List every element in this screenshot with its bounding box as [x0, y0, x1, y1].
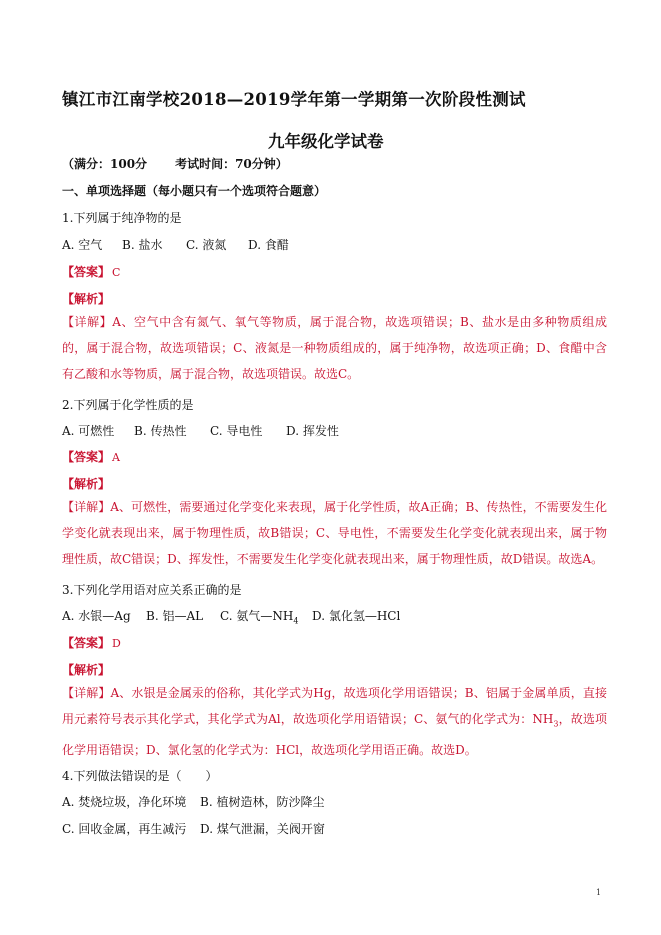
page-number: 1 [596, 888, 602, 897]
answer-1: 【答案】 C [62, 265, 121, 279]
option-c: C. 液氮 [186, 238, 227, 252]
question-1-options [62, 236, 289, 253]
answer-value: C [112, 266, 121, 279]
question-3-options [62, 607, 400, 625]
exam-title: 镇江市江南学校2018—2019学年第一学期第一次阶段性测试 [62, 90, 526, 109]
question-3-stem: 3.下列化学用语对应关系正确的是 [62, 583, 242, 597]
detail-3: 【详解】A、水银是金属汞的俗称，其化学式为Hg，故选项化学用语错误；B、铝属于金属单质，直接用元素符号表示其化学式，其化学式为Al，故选项化学用语错误；C、氨气的化学式为：$NH_3$，故选项化学用语错误；D、氯化氢的化学式为：HCl，故选项化学用语正确。故选D。 [62, 686, 607, 758]
exam-meta [62, 155, 288, 172]
answer-value: A [112, 451, 120, 464]
option-c: C. 导电性 [210, 424, 263, 438]
answer-2: 【答案】 A [62, 450, 120, 464]
question-2-stem: 2.下列属于化学性质的是 [62, 398, 194, 412]
option-b: B. 植树造林，防沙降尘 [200, 795, 325, 809]
option-b: B. 盐水 [122, 238, 163, 252]
question-4-options-row1 [62, 793, 324, 810]
answer-3: 【答案】 D [62, 636, 121, 650]
question-2-options [62, 422, 339, 439]
question-1-stem: 1.下列属于纯净物的是 [62, 211, 182, 225]
option-a: A. 焚烧垃圾，净化环境 [62, 795, 187, 809]
detail-2: 【详解】A、可燃性，需要通过化学变化来表现，属于化学性质，故A正确；B、传热性，不需要发生化学变化就表现出来，属于物理性质，故B错误；C、导电性，不需要发生化学变化就表现出来，属于物理性质，故C错误；D、挥发性，不需要发生化学变化就表现出来，属于物理性质，故D错误。故选A。 [62, 500, 607, 566]
option-b: B. 铝—AL [146, 609, 204, 623]
option-d: D. 氯化氢—HCl [312, 609, 401, 623]
option-b: B. 传热性 [134, 424, 187, 438]
analysis-1-label: 【解析】 [62, 292, 111, 306]
answer-value: D [112, 637, 121, 650]
option-d: D. 挥发性 [286, 424, 339, 438]
exam-time: 考试时间：70分钟） [175, 157, 288, 171]
analysis-3-label: 【解析】 [62, 663, 111, 677]
section-title: 一、单项选择题（每小题只有一个选项符合题意） [62, 184, 327, 198]
option-d: D. 煤气泄漏，关阀开窗 [200, 822, 325, 836]
question-4-options-row2 [62, 820, 325, 837]
option-d: D. 食醋 [248, 238, 289, 252]
option-c: C. 氨气$—NH_4$ [220, 609, 299, 626]
question-4-stem: 4.下列做法错误的是（ ） [62, 769, 218, 783]
option-a: A. 空气 [62, 238, 103, 252]
option-a: A. 可燃性 [62, 424, 115, 438]
analysis-2-label: 【解析】 [62, 477, 111, 491]
full-score: （满分：100分 [62, 157, 148, 171]
option-a: A. 水银—Ag [62, 609, 131, 623]
detail-1: 【详解】A、空气中含有氮气、氧气等物质，属于混合物，故选项错误；B、盐水是由多种物质组成的，属于混合物，故选项错误；C、液氮是一种物质组成的，属于纯净物，故选项正确；D、食醋中含有乙酸和水等物质，属于混合物，故选项错误。故选C。 [62, 315, 607, 381]
option-c: C. 回收金属，再生减污 [62, 822, 187, 836]
exam-subtitle: 九年级化学试卷 [268, 132, 384, 151]
